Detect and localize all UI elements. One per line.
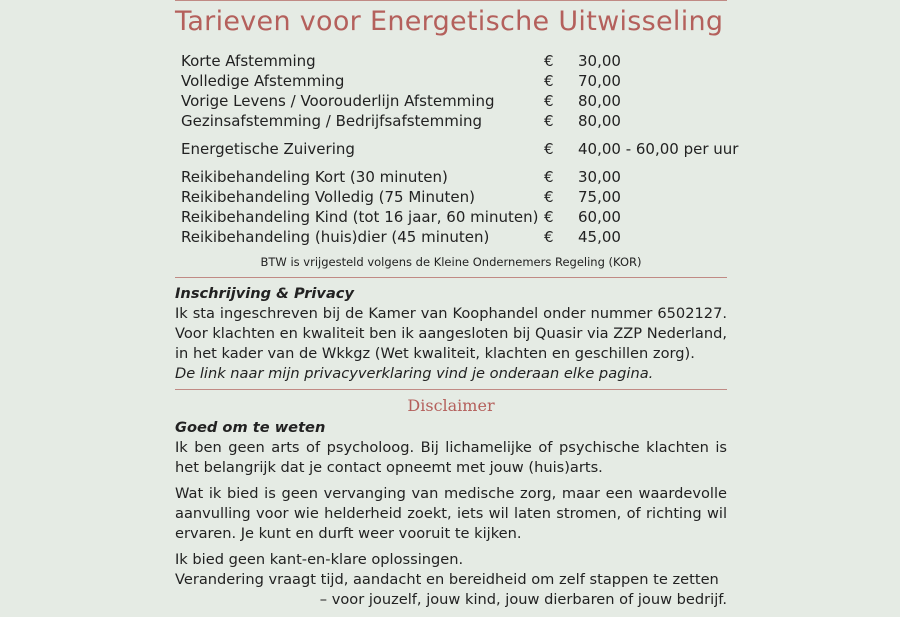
price-amount: 30,00 (578, 168, 621, 186)
price-amount: 45,00 (578, 228, 621, 246)
price-label: Reikibehandeling Volledig (75 Minuten) (181, 188, 475, 206)
currency-symbol: € (544, 208, 554, 226)
price-amount: 30,00 (578, 52, 621, 70)
disclaimer-paragraph: Ik ben geen arts of psycholoog. Bij lichamelijke of psychische klachten is het belangrijk dat je contact opneemt met jouw (huis)arts. (175, 439, 727, 476)
disclaimer-paragraph: Wat ik bied is geen vervanging van medische zorg, maar een waardevolle aanvulling voor wie helderheid zoekt, iets wil laten stromen, of richting wil ervaren. Je kunt en durft weer vooruit te kijken. (175, 485, 727, 542)
price-row (181, 139, 741, 159)
price-row (181, 51, 741, 71)
price-row (181, 111, 741, 131)
price-label: Korte Afstemming (181, 52, 316, 70)
price-row (181, 227, 741, 247)
vat-note: BTW is vrijgesteld volgens de Kleine Ondernemers Regeling (KOR) (260, 255, 642, 269)
disclaimer-title: Disclaimer (407, 396, 495, 415)
price-amount: 40,00 - 60,00 per uur (578, 140, 739, 158)
price-row (181, 71, 741, 91)
price-label: Volledige Afstemming (181, 72, 345, 90)
currency-symbol: € (544, 52, 554, 70)
currency-symbol: € (544, 92, 554, 110)
section-divider (175, 277, 727, 278)
price-label: Reikibehandeling (huis)dier (45 minuten) (181, 228, 490, 246)
price-amount: 60,00 (578, 208, 621, 226)
price-amount: 75,00 (578, 188, 621, 206)
disclaimer-heading: Goed om te weten (175, 419, 326, 436)
registration-section (175, 284, 727, 384)
registration-heading: Inschrijving & Privacy (175, 285, 354, 302)
price-list (181, 51, 741, 247)
price-row (181, 167, 741, 187)
currency-symbol: € (544, 112, 554, 130)
price-label: Gezinsafstemming / Bedrijfsafstemming (181, 112, 483, 130)
privacy-note: De link naar mijn privacyverklaring vind je onderaan elke pagina. (175, 365, 654, 382)
currency-symbol: € (544, 228, 554, 246)
disclaimer-line: Verandering vraagt tijd, aandacht en bereidheid om zelf stappen te zetten (175, 571, 719, 588)
price-row (181, 187, 741, 207)
disclaimer-line: – voor jouzelf, jouw kind, jouw dierbaren of jouw bedrijf. (319, 591, 727, 608)
price-amount: 70,00 (578, 72, 621, 90)
currency-symbol: € (544, 168, 554, 186)
currency-symbol: € (544, 140, 554, 158)
price-row (181, 207, 741, 227)
top-divider (175, 0, 727, 1)
price-label: Reikibehandeling Kort (30 minuten) (181, 168, 448, 186)
price-amount: 80,00 (578, 92, 621, 110)
registration-text: Ik sta ingeschreven bij de Kamer van Koophandel onder nummer 6502127. Voor klachten en kwaliteit ben ik aangesloten bij Quasir via ZZP Nederland, in het kader van de Wkkgz (Wet kwaliteit, klachten en geschillen zorg). (175, 305, 727, 362)
price-label: Vorige Levens / Voorouderlijn Afstemming (181, 92, 495, 110)
price-label: Reikibehandeling Kind (tot 16 jaar, 60 minuten) (181, 208, 539, 226)
price-row (181, 91, 741, 111)
currency-symbol: € (544, 72, 554, 90)
currency-symbol: € (544, 188, 554, 206)
price-amount: 80,00 (578, 112, 621, 130)
price-label: Energetische Zuivering (181, 140, 355, 158)
disclaimer-section (175, 418, 727, 610)
page-title: Tarieven voor Energetische Uitwisseling (175, 6, 724, 37)
disclaimer-line: Ik bied geen kant-en-klare oplossingen. (175, 551, 464, 568)
section-divider (175, 389, 727, 390)
